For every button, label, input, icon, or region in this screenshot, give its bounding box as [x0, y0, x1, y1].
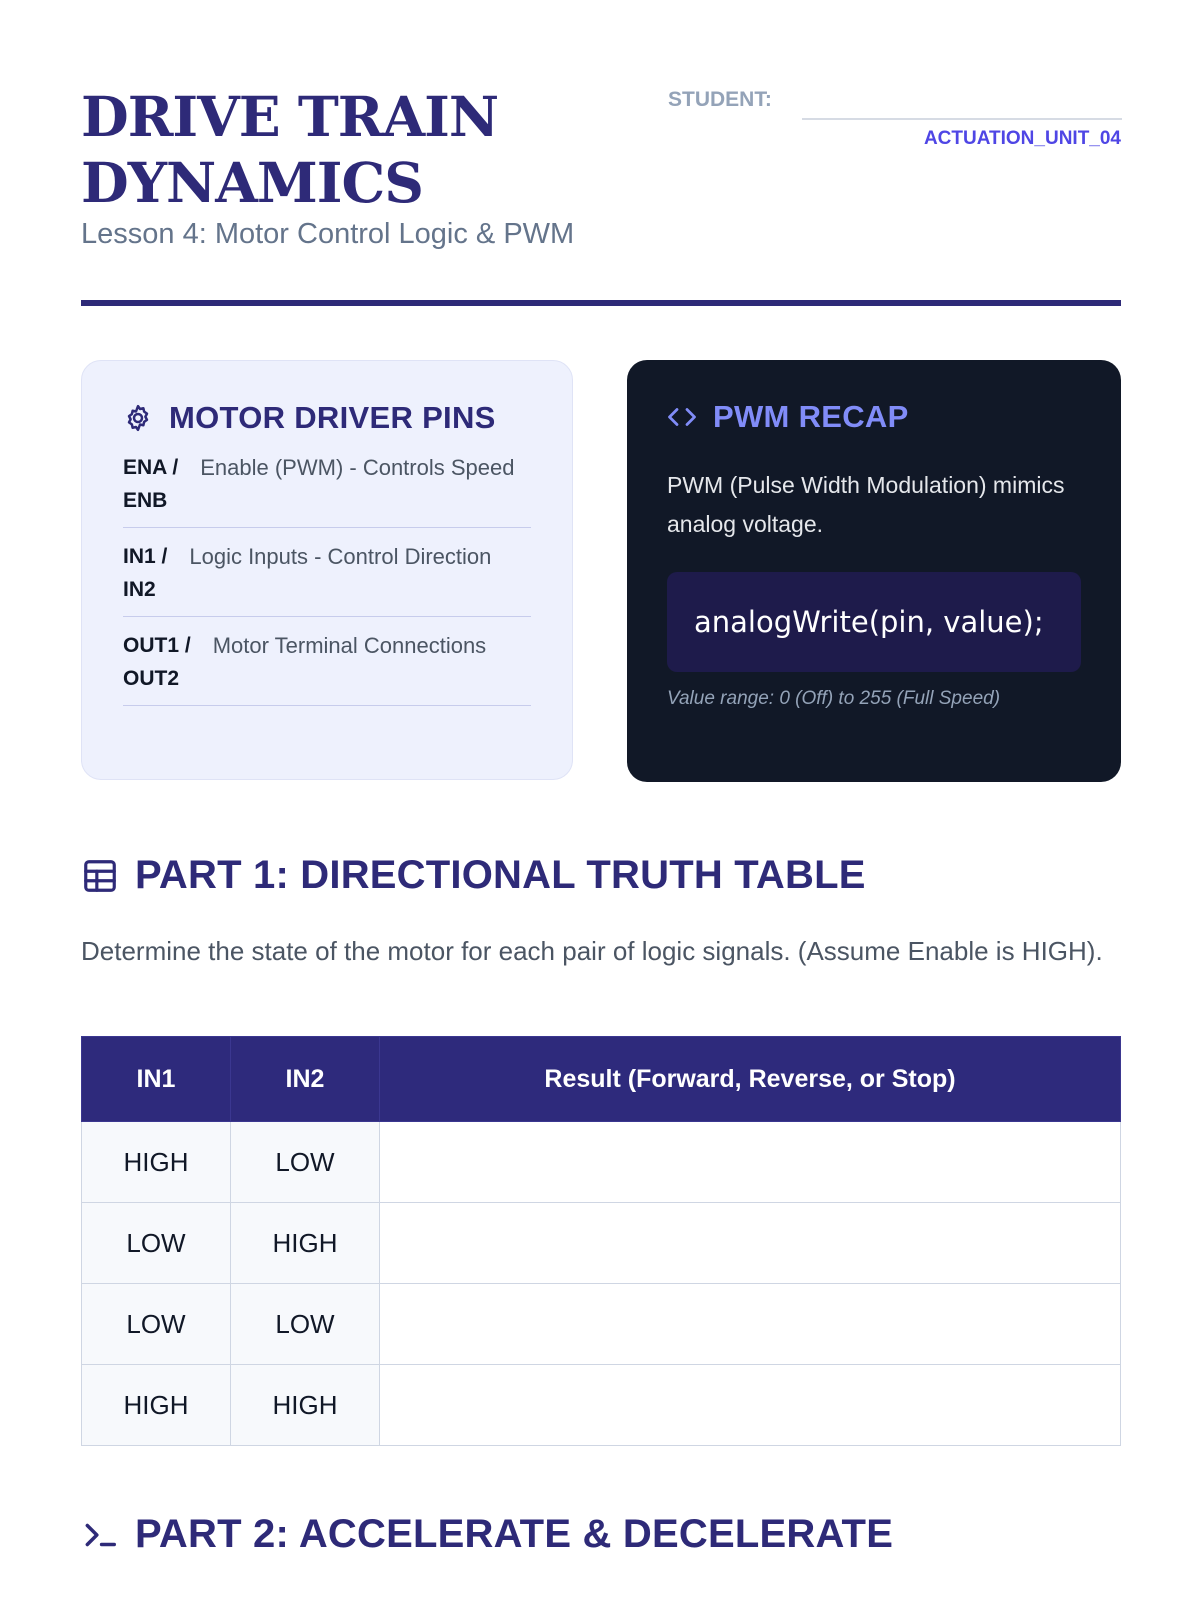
- part1-heading: [81, 853, 866, 898]
- page-title: [81, 84, 641, 216]
- value-range-note: Value range: 0 (Off) to 255 (Full Speed): [667, 688, 1001, 709]
- part2-title: PART 2: ACCELERATE & DECELERATE: [135, 1512, 894, 1556]
- pins-card-title: MOTOR DRIVER PINS: [169, 400, 496, 435]
- pin-name: ENA / ENB: [123, 456, 179, 512]
- terminal-icon: [81, 1516, 119, 1554]
- pin-row: [123, 439, 531, 528]
- in2-cell: LOW: [231, 1284, 380, 1365]
- table-row: [82, 1203, 1121, 1284]
- title-line-1: DRIVE TRAIN: [81, 84, 499, 149]
- part2-heading: [81, 1512, 893, 1557]
- student-name-field[interactable]: [802, 118, 1122, 120]
- student-label: STUDENT:: [668, 88, 772, 111]
- pwm-card-title: PWM RECAP: [713, 399, 909, 434]
- code-snippet: analogWrite(pin, value);: [667, 572, 1081, 672]
- in1-cell: HIGH: [82, 1365, 231, 1446]
- table-icon: [81, 857, 119, 895]
- table-row: [82, 1284, 1121, 1365]
- result-answer-cell[interactable]: [380, 1284, 1121, 1365]
- pwm-description: PWM (Pulse Width Modulation) mimics analog voltage.: [667, 472, 1065, 537]
- in2-cell: LOW: [231, 1122, 380, 1203]
- truth-table: [81, 1036, 1121, 1446]
- in2-cell: HIGH: [231, 1203, 380, 1284]
- unit-code: ACTUATION_UNIT_04: [923, 128, 1121, 149]
- result-answer-cell[interactable]: [380, 1203, 1121, 1284]
- column-header-in1: IN1: [82, 1037, 231, 1122]
- in1-cell: HIGH: [82, 1122, 231, 1203]
- motor-driver-pins-card: [81, 360, 573, 780]
- in1-cell: LOW: [82, 1203, 231, 1284]
- result-answer-cell[interactable]: [380, 1365, 1121, 1446]
- pin-description: Logic Inputs - Control Direction: [189, 544, 492, 569]
- gear-icon: [123, 403, 153, 433]
- part1-instructions: Determine the state of the motor for each pair of logic signals. (Assume Enable is HIGH).: [81, 936, 1103, 966]
- code-icon: [667, 402, 697, 432]
- page-subtitle: Lesson 4: Motor Control Logic & PWM: [81, 218, 575, 250]
- pin-description: Motor Terminal Connections: [212, 633, 487, 658]
- pin-name: IN1 / IN2: [123, 545, 168, 601]
- result-answer-cell[interactable]: [380, 1122, 1121, 1203]
- column-header-result: Result (Forward, Reverse, or Stop): [380, 1037, 1121, 1122]
- pwm-recap-card: [627, 360, 1121, 782]
- header-divider: [81, 300, 1121, 306]
- title-line-2: DYNAMICS: [81, 150, 424, 215]
- pin-name: OUT1 / OUT2: [123, 634, 191, 690]
- pin-description: Enable (PWM) - Controls Speed: [200, 455, 515, 480]
- part1-title: PART 1: DIRECTIONAL TRUTH TABLE: [135, 853, 866, 897]
- in1-cell: LOW: [82, 1284, 231, 1365]
- column-header-in2: IN2: [231, 1037, 380, 1122]
- table-row: [82, 1365, 1121, 1446]
- pin-row: [123, 528, 531, 617]
- table-row: [82, 1122, 1121, 1203]
- table-header-row: [82, 1037, 1121, 1122]
- in2-cell: HIGH: [231, 1365, 380, 1446]
- pin-row: [123, 617, 531, 706]
